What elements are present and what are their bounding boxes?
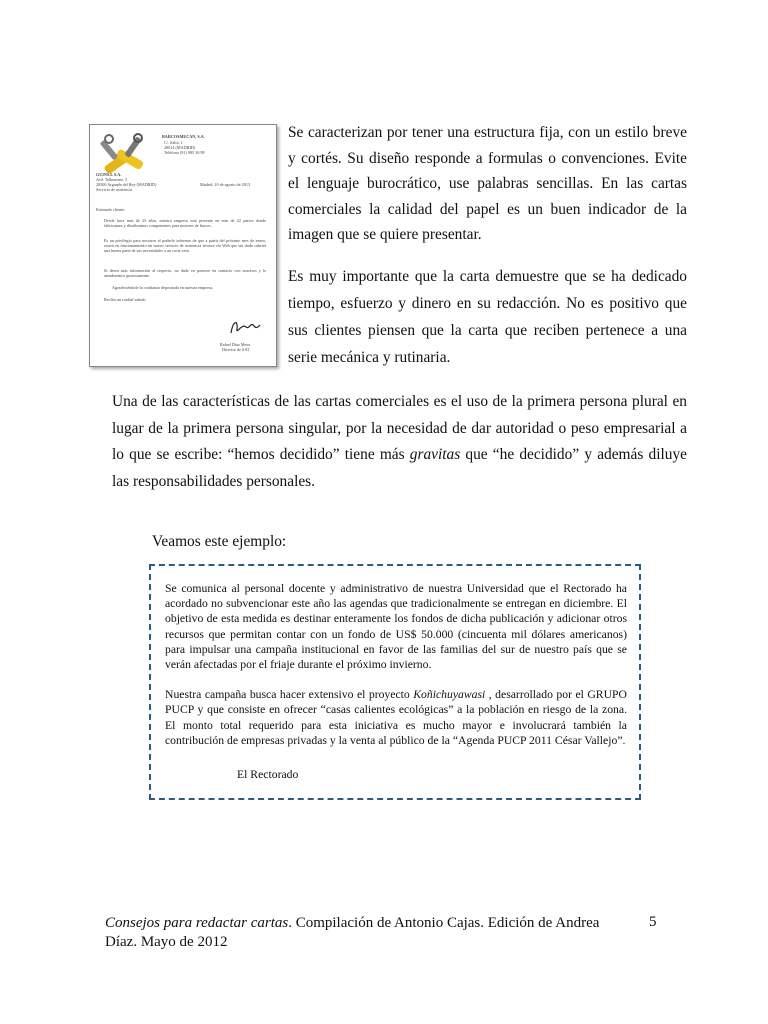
letter-body-paragraph: Es un privilegio para nosotros el poderle informar de que a partir del próximo mes de enero, estará en funcionamiento un nuevo servicio de asistencia técnica vía Web que sin duda cubrirá una buena parte de sus necesidades a un coste cero. [104, 238, 266, 254]
footer [105, 914, 625, 952]
letter-recipient-line: Avd. Tellmerme, 5 [96, 177, 128, 182]
main-paragraph [112, 389, 687, 495]
intro-paragraph-2-text: Es muy importante que la carta demuestre que se ha dedicado tiempo, esfuerzo y dinero en su redacción. No es positivo que sus clientes piensen que la carta que reciben pertenece a una serie mecánica y rutinaria. [288, 268, 687, 366]
tools-logo-icon [100, 133, 148, 177]
project-name: Koñichuyawasi [413, 688, 486, 702]
letter-signer-name: Rafael Díaz Mesa [220, 342, 250, 347]
example-paragraph-2 [165, 687, 627, 748]
letter-salutation: Estimado cliente: [96, 207, 126, 212]
example-signature: El Rectorado [237, 768, 299, 781]
letter-sender-line: C/. Salió, 1 [164, 140, 183, 145]
intro-paragraph-2 [288, 263, 687, 371]
emphasis-text: gravitas [409, 446, 461, 463]
main-paragraph-text: que “he decidido” y además diluye las responsabilidades personales. [112, 446, 687, 490]
letter-sender-line: Teléfono (91) 985 36 89 [164, 150, 205, 155]
letter-sender-line: 28014 (MADRID) [164, 145, 196, 150]
letter-body-paragraph: Si desea más información al respecto, no dude en ponerse en contacto con nosotros y le atenderemos gustosamente. [104, 268, 266, 279]
main-paragraph-text: Una de las características de las cartas comerciales es el uso de la primera persona plural en lugar de la primera persona singular, por la necesidad de dar autoridad o peso empresarial a lo que se escribe: “hemos decidido” tiene más [112, 393, 687, 463]
example-text [165, 581, 627, 763]
intro-paragraph-1 [288, 120, 687, 248]
example-paragraph-2-text: Nuestra campaña busca hacer extensivo el proyecto [165, 688, 414, 702]
example-paragraph-2-text: , desarrollado por el GRUPO PUCP y que consiste en ofrecer “casas calientes ecológicas” a la población en riesgo de la zona. El monto total requerido para esta iniciativa es mucho mayor e involucrará también la contribución de empresas privadas y la venta al público de la “Agenda PUCP 2011 César Vallejo”. [165, 688, 627, 747]
letter-example-image [89, 124, 277, 367]
footer-title: Consejos para redactar cartas [105, 915, 289, 931]
footer-text: . Compilación de Antonio Cajas. Edición de Andrea Díaz. Mayo de 2012 [105, 915, 600, 950]
letter-thanks: Agradeciéndole la confianza depositada en nuestra empresa, [112, 285, 214, 290]
letter-date: Madrid, 10 de agosto de 2013 [200, 182, 251, 187]
example-paragraph-1: Se comunica al personal docente y administrativo de nuestra Universidad que el Rectorado ha acordado no subvencionar este año las agendas que tradicionalmente se entregan en diciembre. El objetivo de esta medida es destinar enteramente los fondos de dicha publicación y adicionar otros recursos que permitan contar con un fondo de US$ 50.000 (cincuenta mil dólares americanos) para impulsar una campaña institucional en favor de las familias del sur de nuestro país que se verán afectadas por el friaje durante el próximo invierno. [165, 582, 627, 672]
letter-sender-company: BARCOSMECAN, S.A. [162, 134, 205, 139]
letter-recipient-line: Servicio de asistencia [96, 187, 133, 192]
letter-closing: Reciba un cordial saludo. [104, 297, 147, 302]
letter-signer-title: Director de SAT [222, 347, 250, 352]
example-intro: Veamos este ejemplo: [152, 533, 287, 550]
letter-body-paragraph: Desde hace más de 25 años, nuestra empresa está presente en más de 22 países donde fabricamos y distribuimos componentes para motores de barcos. [104, 218, 266, 229]
intro-paragraph-1-text: Se caracterizan por tener una estructura fija, con un estilo breve y cortés. Su diseño responde a formulas o convenciones. Evite el lenguaje burocrático, use palabras sencillas. En las cartas comerciales la calidad del papel es un buen indicador de la imagen que se quiere presentar. [288, 124, 687, 243]
page-number: 5 [649, 914, 657, 930]
letter-recipient-company: GUINS.L S.A. [96, 172, 122, 177]
letter-recipient-line: 28300 Arganda del Rey (MADRID) [96, 182, 157, 187]
signature-scribble-icon [228, 317, 262, 337]
